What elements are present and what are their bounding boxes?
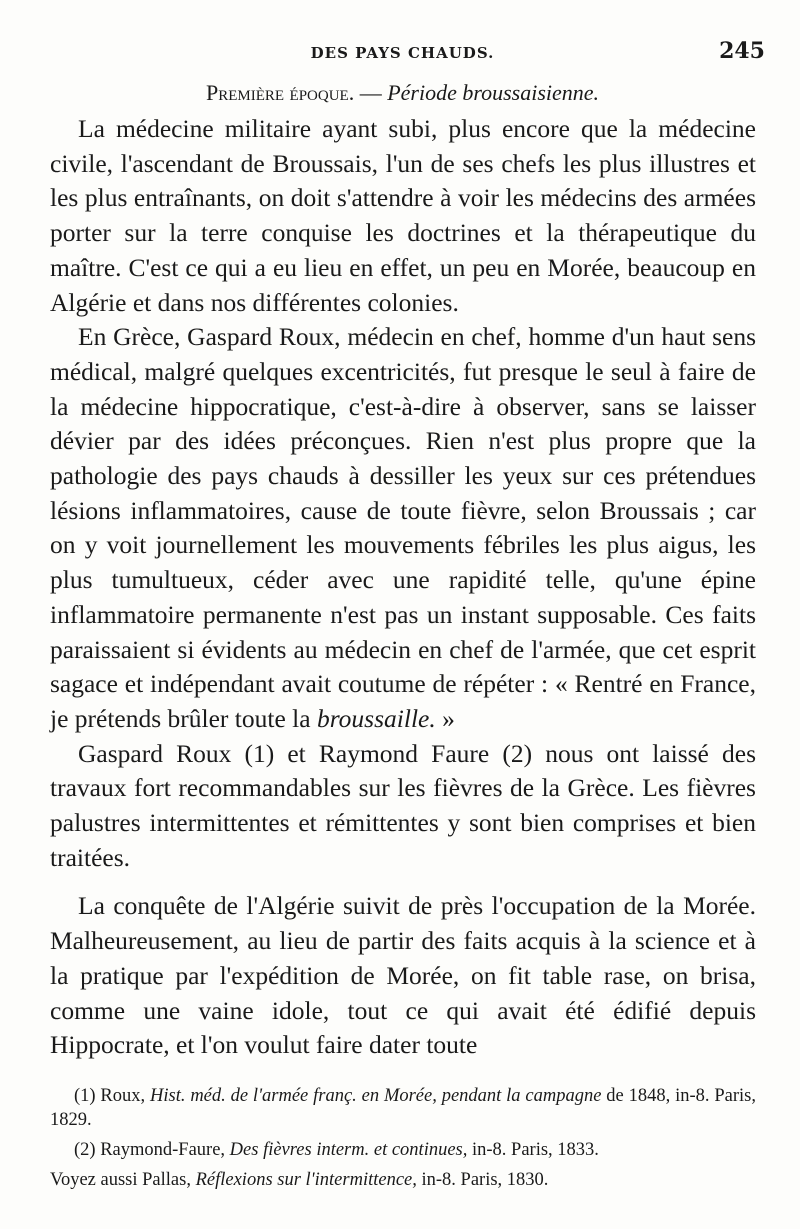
paragraph-2 <box>50 320 756 736</box>
paragraph-3: Gaspard Roux (1) et Raymond Faure (2) nous ont laissé des travaux fort recommandables sur les fièvres de la Grèce. Les fièvres palustres intermittentes et rémittentes y sont bien comprises et bien traitées. <box>50 738 756 872</box>
footnote-1-pub: de 1848, in-8. Paris, 1829. <box>50 1086 756 1130</box>
paragraph-2-end: » <box>435 703 455 733</box>
running-head <box>40 38 765 68</box>
running-title: DES PAYS CHAUDS. <box>310 44 495 62</box>
footnote-3-pub: in-8. Paris, 1830. <box>416 1170 549 1190</box>
paragraph-2-main: En Grèce, Gaspard Roux, médecin en chef, homme d'un haut sens médical, malgré quelques excentricités, fut presque le seul à faire de la médecine hippocratique, c'est-à-dire à observer, sans se laisser dévier par des idées préconçues. Rien n'est plus propre que la pathologie des pays chauds à dessiller les yeux sur ces prétendues lésions inflammatoires, cause de toute fièvre, selon Broussais ; car on y voit journellement les mouvements fébriles les plus aigus, les plus tumultueux, céder avec une rapidité telle, qu'une épine inflammatoire permanente n'est pas un instant supposable. Ces faits paraissaient si évidents au médecin en chef de l'armée, que cet esprit sagace et indépendant avait coutume de répéter : « Rentré en France, je prétends brûler toute la <box>50 322 756 733</box>
footnote-2-pub: in-8. Paris, 1833. <box>467 1140 599 1160</box>
footnote-1 <box>50 1084 756 1132</box>
paragraph-2-italic: broussaille. <box>316 703 436 733</box>
footnote-2 <box>50 1138 756 1162</box>
paragraph-4: La conquête de l'Algérie suivit de près l'occupation de la Morée. Malheureusement, au lieu de partir des faits acquis à la science et à la pratique par l'expédition de Morée, on fit table rase, on brisa, comme une vaine idole, tout ce qui avait été édifié depuis Hippocrate, et l'on voulut faire dater toute <box>50 891 756 1060</box>
paragraph-1: La médecine militaire ayant subi, plus encore que la médecine civile, l'ascendant de Broussais, l'un de ses chefs les plus illustres et les plus entraînants, on doit s'attendre à voir les médecins des armées porter sur la terre conquise les doctrines et la thérapeutique du maître. C'est ce qui a eu lieu en effet, un peu en Morée, beaucoup en Algérie et dans nos différentes colonies. <box>50 114 756 317</box>
body-text <box>50 112 756 1063</box>
footnote-2-title: Des fièvres interm. et continues, <box>229 1140 468 1160</box>
footnote-3-author: Voyez aussi Pallas, <box>50 1170 196 1190</box>
heading-dash: — <box>354 80 388 105</box>
footnote-2-author: (2) Raymond-Faure, <box>74 1140 230 1160</box>
footnotes <box>50 1084 756 1198</box>
period-label: Période broussaisienne. <box>387 80 600 105</box>
page-number: 245 <box>719 38 765 64</box>
section-heading <box>40 80 765 106</box>
footnote-1-title: Hist. méd. de l'armée franç. en Morée, pendant la campagne <box>150 1086 602 1106</box>
footnote-1-author: (1) Roux, <box>74 1086 150 1106</box>
footnote-3 <box>50 1168 756 1192</box>
epoch-label: Première époque. <box>205 80 355 105</box>
footnote-3-title: Réflexions sur l'intermittence, <box>195 1170 417 1190</box>
